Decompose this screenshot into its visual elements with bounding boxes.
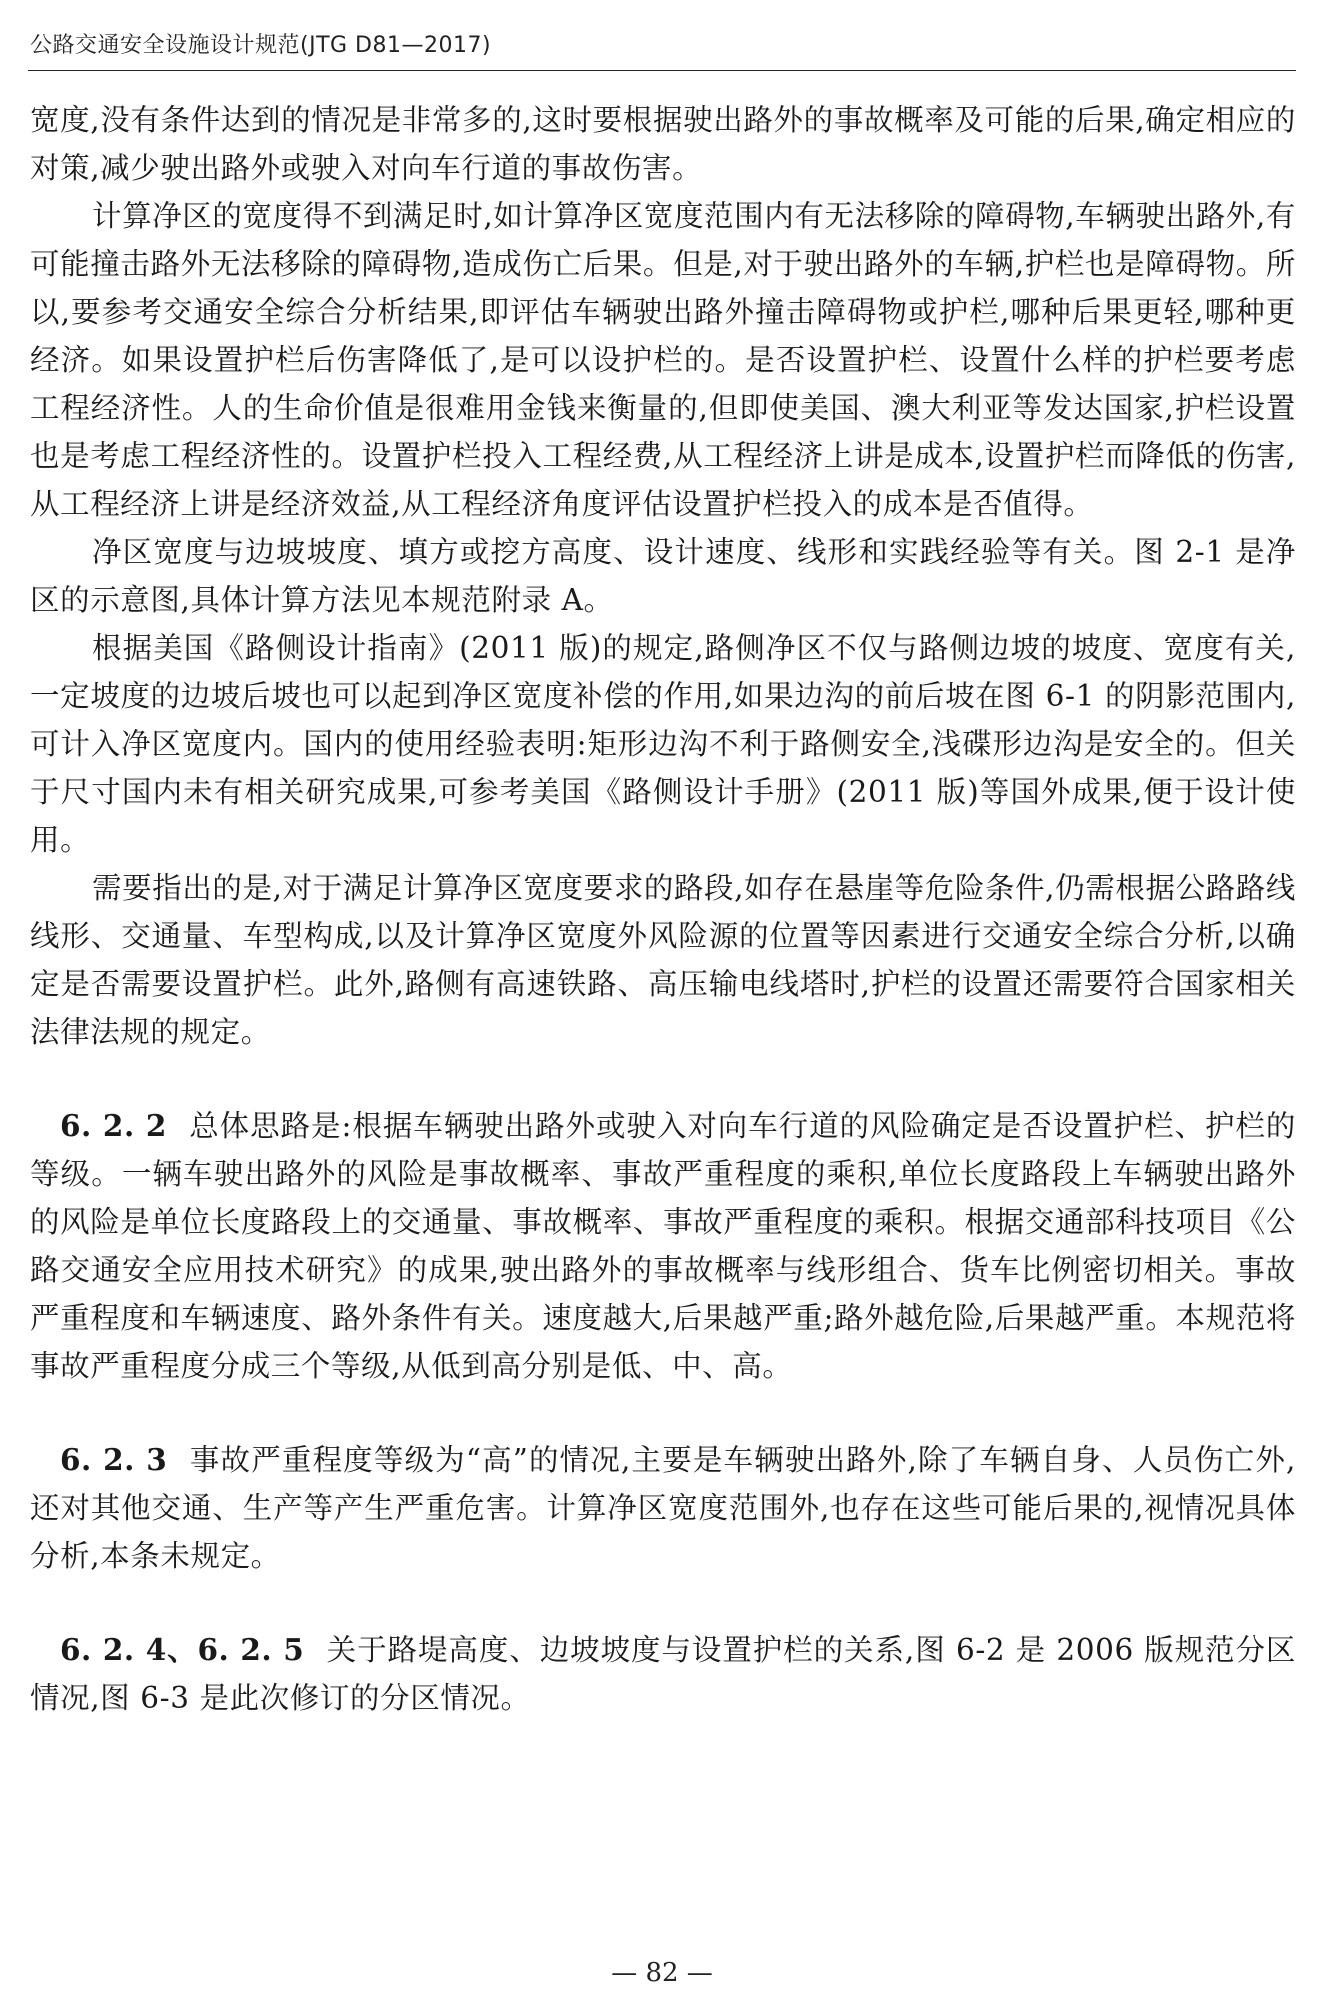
body-paragraph-2: 计算净区的宽度得不到满足时,如计算净区宽度范围内有无法移除的障碍物,车辆驶出路外,有可能撞击路外无法移除的障碍物,造成伤亡后果。但是,对于驶出路外的车辆,护栏也是障碍物。所以,要参考交通安全综合分析结果,即评估车辆驶出路外撞击障碍物或护栏,哪种后果更轻,哪种更经济。如果设置护栏后伤害降低了,是可以设护栏的。是否设置护栏、设置什么样的护栏要考虑工程经济性。人的生命价值是很难用金钱来衡量的,但即使美国、澳大利亚等发达国家,护栏设置也是考虑工程经济性的。设置护栏投入工程经费,从工程经济上讲是成本,设置护栏而降低的伤害,从工程经济上讲是经济效益,从工程经济角度评估设置护栏投入的成本是否值得。 [30, 199, 1296, 521]
clause-number: 6. 2. 2 [60, 1108, 167, 1143]
clause-number: 6. 2. 3 [60, 1442, 168, 1477]
clause-text: 关于路堤高度、边坡坡度与设置护栏的关系,图 6-2 是 2006 版规范分区情况,图 6-3 是此次修订的分区情况。 [30, 1633, 1296, 1715]
clause-6-2-3 [30, 1436, 1296, 1580]
body-paragraph-5: 需要指出的是,对于满足计算净区宽度要求的路段,如存在悬崖等危险条件,仍需根据公路路线线形、交通量、车型构成,以及计算净区宽度外风险源的位置等因素进行交通安全综合分析,以确定是否需要设置护栏。此外,路侧有高速铁路、高压输电线塔时,护栏的设置还需要符合国家相关法律法规的规定。 [30, 871, 1296, 1049]
clause-text: 事故严重程度等级为“高”的情况,主要是车辆驶出路外,除了车辆自身、人员伤亡外,还对其他交通、生产等产生严重危害。计算净区宽度范围外,也存在这些可能后果的,视情况具体分析,本条未规定。 [30, 1443, 1296, 1573]
body-paragraph-4: 根据美国《路侧设计指南》(2011 版)的规定,路侧净区不仅与路侧边坡的坡度、宽度有关,一定坡度的边坡后坡也可以起到净区宽度补偿的作用,如果边沟的前后坡在图 6-1 的阴影范围内,可计入净区宽度内。国内的使用经验表明:矩形边沟不利于路侧安全,浅碟形边沟是安全的。但关于尺寸国内未有相关研究成果,可参考美国《路侧设计手册》(2011 版)等国外成果,便于设计使用。 [30, 631, 1296, 857]
body-paragraph-1: 宽度,没有条件达到的情况是非常多的,这时要根据驶出路外的事故概率及可能的后果,确定相应的对策,减少驶出路外或驶入对向车行道的事故伤害。 [30, 103, 1296, 185]
body-paragraph-3: 净区宽度与边坡坡度、填方或挖方高度、设计速度、线形和实践经验等有关。图 2-1 是净区的示意图,具体计算方法见本规范附录 A。 [30, 535, 1296, 617]
page-number: — 82 — [611, 1958, 713, 1988]
clause-6-2-4-6-2-5 [30, 1626, 1296, 1722]
header-title: 公路交通安全设施设计规范(JTG D81—2017) [30, 33, 492, 58]
clause-6-2-2 [30, 1102, 1296, 1390]
running-header [28, 22, 1296, 71]
clause-text: 总体思路是:根据车辆驶出路外或驶入对向车行道的风险确定是否设置护栏、护栏的等级。一辆车驶出路外的风险是事故概率、事故严重程度的乘积,单位长度路段上车辆驶出路外的风险是单位长度路段上的交通量、事故概率、事故严重程度的乘积。根据交通部科技项目《公路交通安全应用技术研究》的成果,驶出路外的事故概率与线形组合、货车比例密切相关。事故严重程度和车辆速度、路外条件有关。速度越大,后果越严重;路外越危险,后果越严重。本规范将事故严重程度分成三个等级,从低到高分别是低、中、高。 [30, 1109, 1296, 1383]
page-body [30, 96, 1296, 1722]
clause-number: 6. 2. 4、6. 2. 5 [60, 1632, 305, 1667]
